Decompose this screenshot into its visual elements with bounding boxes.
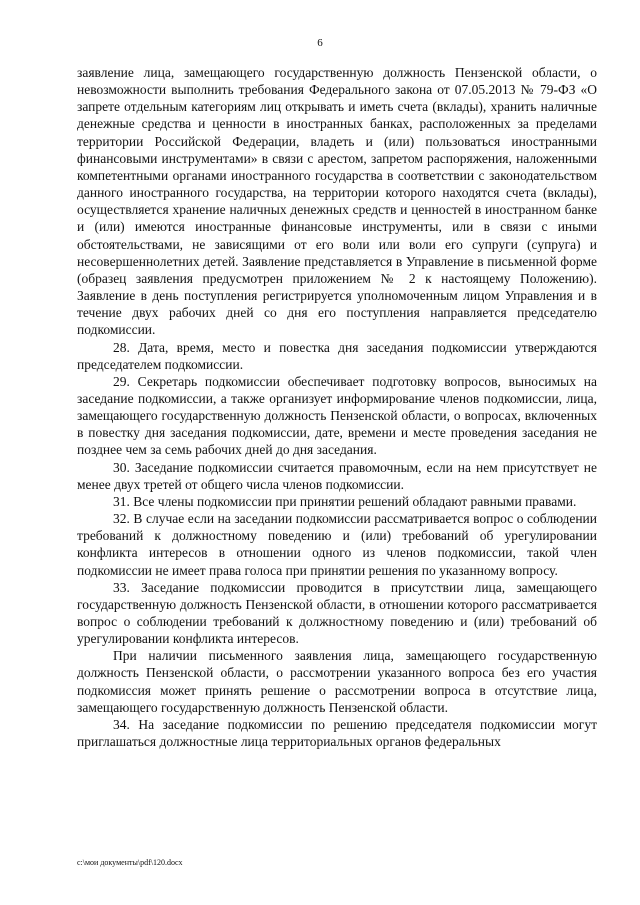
document-body: [77, 64, 597, 750]
paragraph-28: 28. Дата, время, место и повестка дня заседания подкомиссии утверждаются председателем подкомиссии.: [77, 339, 597, 372]
paragraph-33: 33. Заседание подкомиссии проводится в присутствии лица, замещающего государственную должность Пензенской области, в отношении которого рассматривается вопрос о соблюдении требований к должностному поведению и (или) требований об урегулировании конфликта интересов.: [77, 579, 597, 647]
paragraph-31: 31. Все члены подкомиссии при принятии решений обладают равными правами.: [113, 493, 577, 509]
paragraph-32: 32. В случае если на заседании подкомиссии рассматривается вопрос о соблюдении требований к должностному поведению и (или) требований об урегулировании конфликта интересов в отношении одного из членов подкомиссии, такой член подкомиссии не имеет права голоса при принятии решения по указанному вопросу.: [77, 511, 597, 578]
file-path-footer: c:\мои документы\pdf\120.docx: [77, 858, 183, 867]
paragraph-34: 34. На заседание подкомиссии по решению председателя подкомиссии могут приглашаться должностные лица территориальных органов федеральных: [77, 716, 597, 750]
paragraph-30: 30. Заседание подкомиссии считается правомочным, если на нем присутствует не менее двух третей от общего числа членов подкомиссии.: [77, 459, 597, 492]
paragraph-continuation: заявление лица, замещающего государственную должность Пензенской области, о невозможности выполнить требования Федерального закона от 07.05.2013 № 79-ФЗ «О запрете отдельным категориям лиц открывать и иметь счета (вклады), хранить наличные денежные средства и ценности в иностранных банках, расположенных за пределами территории Российской Федерации, владеть и (или) пользоваться иностранными финансовыми инструментами» в связи с арестом, запретом распоряжения, наложенными компетентными органами иностранного государства в соответствии с законодательством данного иностранного государства, на территории которого находятся счета (вклады), осуществляется хранение наличных денежных средств и ценностей в иностранном банке и (или) имеются иностранные финансовые инструменты, или в связи с иными обстоятельствами, не зависящими от его воли или воли его супруги (супруга) и несовершеннолетних детей. Заявление представляется в Управление в письменной форме (образец заявления предусмотрен приложением № 2 к настоящему Положению). Заявление в день поступления регистрируется уполномоченным лицом Управления и в течение двух рабочих дней со дня его поступления направляется председателю подкомиссии.: [77, 65, 597, 338]
paragraph-29: 29. Секретарь подкомиссии обеспечивает подготовку вопросов, выносимых на заседание подкомиссии, а также организует информирование членов подкомиссии, лица, замещающего государственную должность Пензенской области, о вопросах, включенных в повестку дня заседания подкомиссии, дате, времени и месте проведения заседания не позднее чем за семь рабочих дней до дня заседания.: [77, 373, 597, 458]
page-number: 6: [317, 37, 323, 49]
paragraph-33-note: При наличии письменного заявления лица, замещающего государственную должность Пензенской области, о рассмотрении указанного вопроса без его участия подкомиссия может принять решение о рассмотрении вопроса в отсутствие лица, замещающего государственную должность Пензенской области.: [77, 648, 597, 715]
